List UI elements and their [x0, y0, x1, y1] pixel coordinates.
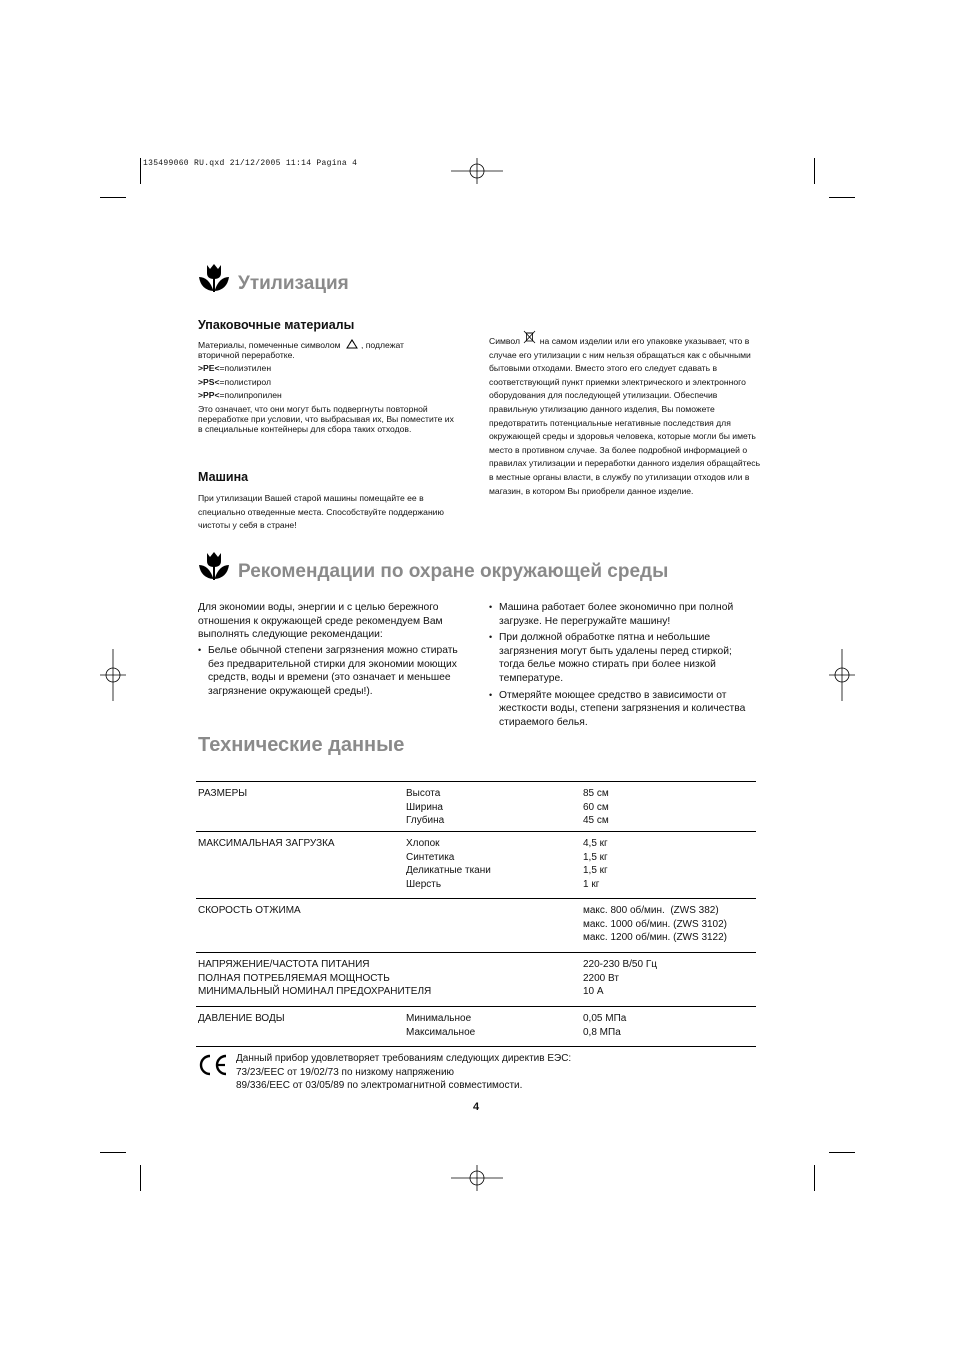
list-item: • При должной обработке пятна и небольшие загрязнения могут быть удалены перед стиркой; тогда белье можно стирать при более низкой температуре. — [489, 631, 754, 685]
load-label: МАКСИМАЛЬНАЯ ЗАГРУЗКА — [198, 838, 335, 849]
water-params: Минимальное Максимальное — [406, 1013, 476, 1038]
load-params: Хлопок Синтетика Деликатные ткани Шерсть — [406, 838, 491, 890]
packaging-intro: Материалы, помеченные символом , подлежат вторичной переработке. — [198, 340, 404, 361]
material-item: >PS<=полистирол — [198, 376, 272, 387]
environment-intro: Для экономии воды, энергии и с целью бережного отношения к окружающей среде рекомендуем Вам выполнять следующие рекомендации: — [198, 602, 443, 641]
tech-title: Технические данные — [198, 734, 405, 756]
registration-mark-left — [100, 649, 126, 701]
materials-list — [198, 362, 282, 403]
spin-values: макс. 800 об/мин. (ZWS 382) макс. 1000 об/мин. (ZWS 3102) макс. 1200 об/мин. (ZWS 3122) — [583, 905, 728, 944]
list-item: • Белье обычной степени загрязнения можно стирать без предварительной стирки для экономии моющих средств, воды и времени (это означает и меньшее загрязнение окружающей среды!). — [198, 644, 460, 698]
electrical-values: 220-230 В/50 Гц 2200 Вт 10 А — [583, 959, 657, 998]
recycle-icon — [345, 339, 359, 350]
registration-mark-top — [451, 158, 503, 184]
disposal-title: Утилизация — [238, 273, 349, 294]
spin-label: СКОРОСТЬ ОТЖИМА — [198, 905, 301, 916]
list-item: • Машина работает более экономично при полной загрузке. Не перегружайте машину! — [489, 601, 754, 628]
electrical-labels: НАПРЯЖЕНИЕ/ЧАСТОТА ПИТАНИЯ ПОЛНАЯ ПОТРЕБЛЯЕМАЯ МОЩНОСТЬ МИНИМАЛЬНЫЙ НОМИНАЛ ПРЕДОХРАНИТЕЛЯ — [198, 959, 432, 998]
environment-title: Рекомендации по охране окружающей среды — [238, 561, 669, 582]
crossed-bin-icon — [523, 330, 536, 344]
material-item: >PP<=полипропилен — [198, 390, 282, 400]
dimensions-label: РАЗМЕРЫ — [198, 788, 248, 799]
packaging-heading: Упаковочные материалы — [198, 318, 355, 332]
registration-mark-right — [829, 649, 855, 701]
dimensions-params: Высота Ширина Глубина — [406, 788, 445, 827]
tulip-icon — [198, 263, 230, 293]
page-number: 4 — [473, 1101, 480, 1113]
dimensions-values: 85 см 60 см 45 см — [583, 788, 609, 827]
ce-text: Данный прибор удовлетворяет требованиям следующих директив ЕЭС: 73/23/EEC от 19/02/73 по низкому напряжению 89/336/EEC от 03/05/89 по электромагнитной совместимости. — [236, 1053, 572, 1092]
machine-heading: Машина — [198, 470, 249, 484]
registration-mark-bottom — [451, 1165, 503, 1191]
packaging-note: Это означает, что они могут быть подвергнуты повторной переработке при условии, что выбрасывая их, Вы поместите их в специальные контейнеры для сбора таких отходов. — [198, 404, 454, 435]
ce-mark-icon — [197, 1054, 229, 1076]
printer-slug: 135499060 RU.qxd 21/12/2005 11:14 Pagina 4 — [143, 159, 358, 168]
machine-text: При утилизации Вашей старой машины помещайте ее в специально отведенные места. Способствуйте поддержанию чистоты у себя в стране! — [198, 493, 444, 531]
ce-mark-text: CE — [0, 0, 2, 1]
water-values: 0,05 МПа 0,8 МПа — [583, 1013, 627, 1038]
material-item: >PE<=полиэтилен — [198, 363, 272, 373]
weee-text: Символ на самом изделии или его упаковке указывает, что в случае его утилизации с ним нельзя обращаться как с обычными бытовыми отходами. Вместо этого его следует сдавать в соответствующий пункт приемки электрического и электронного оборудования для последующей утилизации. Обеспечив правильную утилизацию данного изделия, Вы поможете предотвратить потенциальные негативные последствия для окружающей среды и здоровья человека, которые могли бы иметь место в противном случае. За более подробной информацией о правилах утилизации и переработки данного изделия обращайтесь в местные органы власти, в службу по утилизации отходов или в магазин, в котором Вы приобрели данное изделие. — [489, 330, 761, 498]
water-label: ДАВЛЕНИЕ ВОДЫ — [198, 1013, 285, 1024]
list-item: • Отмеряйте моющее средство в зависимости от жесткости воды, степени загрязнения и количества стираемого белья. — [489, 689, 754, 730]
environment-left-bullets — [198, 641, 460, 698]
tulip-icon — [198, 551, 230, 581]
environment-right-bullets — [489, 598, 754, 729]
load-values: 4,5 кг 1,5 кг 1,5 кг 1 кг — [583, 838, 608, 890]
